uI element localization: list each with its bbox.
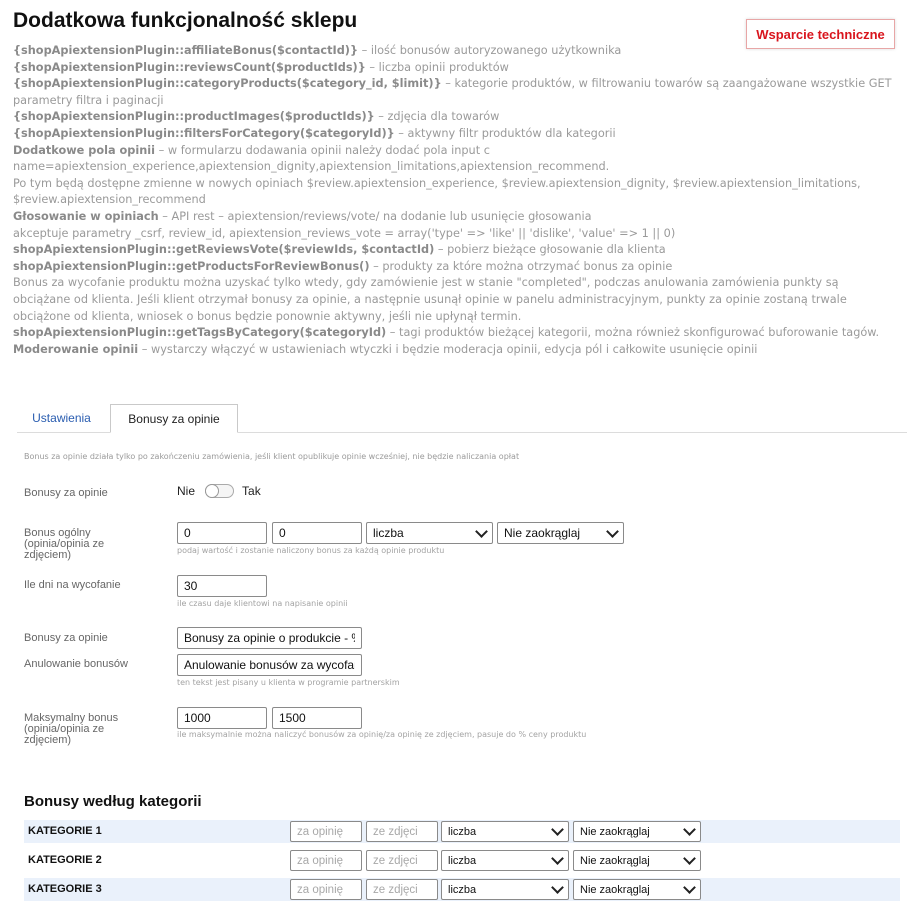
general-bonus-type-select[interactable] <box>366 522 493 544</box>
category-photo-input[interactable] <box>366 850 438 871</box>
max-bonus-photo-input[interactable] <box>272 707 362 729</box>
category-type-select[interactable] <box>441 850 569 871</box>
category-rounding-select[interactable] <box>573 879 701 900</box>
category-type-select[interactable] <box>441 821 569 842</box>
select-value: liczba <box>373 526 404 540</box>
toggle-off-label: Nie <box>177 484 196 498</box>
category-name: KATEGORIE 1 <box>28 825 102 837</box>
general-bonus-hint: podaj wartość i zostanie naliczony bonus za każdą opinie produktu <box>177 546 445 555</box>
desc-line: Dodatkowe pola opinii – w formularzu dodawania opinii należy dodać pola input c name=apiextension_experience,apiextension_dignity,apiextension_limitations,apiextension_recommend. <box>13 143 610 174</box>
select-value: Nie zaokrąglaj <box>580 883 650 896</box>
select-value: Nie zaokrąglaj <box>580 825 650 838</box>
desc-line: shopApiextensionPlugin::getTagsByCategory($categoryId) – tagi produktów bieżącej kategorii, można również skonfigurować buforowanie tagów. <box>13 326 880 340</box>
category-name: KATEGORIE 2 <box>28 854 102 866</box>
tab-review-bonuses[interactable]: Bonusy za opinie <box>110 404 238 433</box>
category-type-select[interactable] <box>441 879 569 900</box>
max-bonus-hint: ile maksymalnie można naliczyć bonusów za opinię/za opinię ze zdjęciem, pasuje do % ceny produktu <box>177 730 587 739</box>
category-bonuses-title: Bonusy według kategorii <box>24 793 202 810</box>
select-value: liczba <box>448 825 477 838</box>
select-value: Nie zaokrąglaj <box>504 526 581 540</box>
desc-line: Bonus za wycofanie produktu można uzyskać tylko wtedy, gdy zamówienie jest w stanie "completed", podczas anulowania zamówienia punkty są obciążane od klienta. Jeśli klient otrzymał bonusy za opinie, a następnie usunął opinie w panelu administracyjnym, punkty za opinie zostaną trwale obciążone od klienta, wniosek o bonus będzie ponownie aktywny, jeśli nie upłynął termin. <box>13 276 847 323</box>
max-bonus-label: Maksymalny bonus (opinia/opinia ze zdjęciem) <box>24 712 119 746</box>
days-input[interactable] <box>177 575 267 597</box>
chevron-down-icon <box>683 852 696 865</box>
tab-settings[interactable]: Ustawienia <box>32 411 91 425</box>
days-hint: ile czasu daje klientowi na napisanie opinii <box>177 599 348 608</box>
category-rounding-select[interactable] <box>573 850 701 871</box>
category-photo-input[interactable] <box>366 879 438 900</box>
bonus-text-label: Bonusy za opinie <box>24 632 108 644</box>
bonus-toggle-group <box>177 484 261 498</box>
category-rounding-select[interactable] <box>573 821 701 842</box>
category-review-input[interactable] <box>290 879 362 900</box>
settings-tabs <box>17 404 907 433</box>
desc-line: shopApiextensionPlugin::getProductsForReviewBonus() – produkty za które można otrzymać bonus za opinie <box>13 259 673 273</box>
category-review-input[interactable] <box>290 850 362 871</box>
category-review-input[interactable] <box>290 821 362 842</box>
general-bonus-label: Bonus ogólny (opinia/opinia ze zdjęciem) <box>24 527 105 561</box>
desc-line: shopApiextensionPlugin::getReviewsVote($reviewIds, $contactId) – pobierz bieżące głosowanie dla klienta <box>13 243 666 257</box>
general-bonus-review-input[interactable] <box>177 522 267 544</box>
desc-line: {shopApiextensionPlugin::categoryProducts($category_id, $limit)} – kategorie produktów, w filtrowaniu towarów są zaangażowane wszystkie GET parametry filtra i paginacji <box>13 77 892 107</box>
desc-line: {shopApiextensionPlugin::filtersForCategory($categoryId)} – aktywny filtr produktów dla kategorii <box>13 126 616 140</box>
select-value: Nie zaokrąglaj <box>580 854 650 867</box>
bonus-note: Bonus za opinie działa tylko po zakończeniu zamówienia, jeśli klient opublikuje opinie wcześniej, nie będzie naliczania opłat <box>24 452 520 461</box>
category-photo-input[interactable] <box>366 821 438 842</box>
cancel-text-input[interactable] <box>177 654 362 676</box>
category-row <box>24 820 900 843</box>
chevron-down-icon <box>551 881 564 894</box>
cancel-text-label: Anulowanie bonusów <box>24 658 128 670</box>
toggle-knob <box>205 484 219 498</box>
desc-line: Głosowanie w opiniach – API rest – apiextension/reviews/vote/ na dodanie lub usunięcie głosowania <box>13 209 592 223</box>
chevron-down-icon <box>551 852 564 865</box>
chevron-down-icon <box>475 525 488 538</box>
general-bonus-photo-input[interactable] <box>272 522 362 544</box>
chevron-down-icon <box>551 823 564 836</box>
toggle-on-label: Tak <box>242 484 261 498</box>
page-title: Dodatkowa funkcjonalność sklepu <box>13 9 358 32</box>
desc-line: Moderowanie opinii – wystarczy włączyć w ustawieniach wtyczki i będzie moderacja opinii, edycja pól i całkowite usunięcie opinii <box>13 342 758 356</box>
chevron-down-icon <box>683 881 696 894</box>
bonus-toggle-label: Bonusy za opinie <box>24 487 108 499</box>
select-value: liczba <box>448 883 477 896</box>
bonus-toggle[interactable] <box>205 484 234 498</box>
desc-line: {shopApiextensionPlugin::productImages($productIds)} – zdjęcia dla towarów <box>13 110 500 124</box>
support-button[interactable]: Wsparcie techniczne <box>746 19 895 49</box>
desc-line: {shopApiextensionPlugin::reviewsCount($productIds)} – liczba opinii produktów <box>13 60 509 74</box>
desc-line: akceptuje parametry _csrf, review_id, apiextension_reviews_vote = array('type' => 'like' || 'dislike', 'value' => 1 || 0) <box>13 226 676 240</box>
desc-line: Po tym będą dostępne zmienne w nowych opiniach $review.apiextension_experience, $review.apiextension_dignity, $review.apiextension_limitations, $review.apiextension_recommend <box>13 176 861 207</box>
category-name: KATEGORIE 3 <box>28 883 102 895</box>
category-row <box>24 849 900 872</box>
bonus-text-input[interactable] <box>177 627 362 649</box>
chevron-down-icon <box>606 525 619 538</box>
plugin-description <box>13 43 893 358</box>
days-label: Ile dni na wycofanie <box>24 579 121 591</box>
max-bonus-review-input[interactable] <box>177 707 267 729</box>
category-row <box>24 878 900 901</box>
cancel-text-hint: ten tekst jest pisany u klienta w programie partnerskim <box>177 678 400 687</box>
chevron-down-icon <box>683 823 696 836</box>
select-value: liczba <box>448 854 477 867</box>
general-bonus-rounding-select[interactable] <box>497 522 624 544</box>
desc-line: {shopApiextensionPlugin::affiliateBonus($contactId)} – ilość bonusów autoryzowanego użytkownika <box>13 44 622 57</box>
